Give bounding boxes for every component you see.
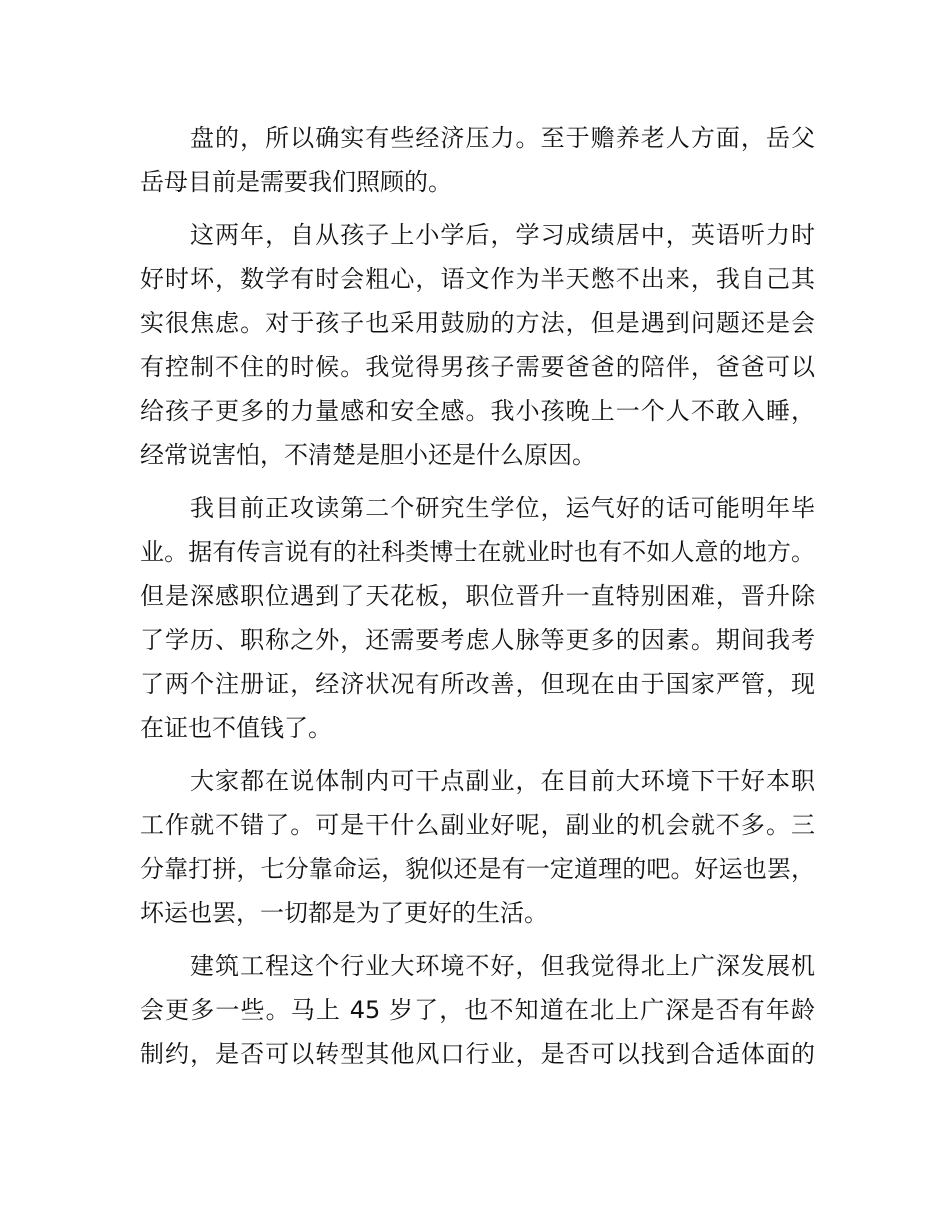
text-line: 了两个注册证，经济状况有所改善，但现在由于国家严管，现 [140, 670, 815, 698]
text-line: 这两年，自从孩子上小学后，学习成绩居中，英语听力时 [190, 221, 815, 249]
text-line: 我目前正攻读第二个研究生学位，运气好的话可能明年毕 [190, 494, 815, 522]
text-line: 盘的，所以确实有些经济压力。至于赡养老人方面，岳父 [190, 124, 815, 152]
text-line: 但是深感职位遇到了天花板，职位晋升一直特别困难，晋升除 [140, 582, 815, 610]
text-line: 分靠打拼，七分靠命运，貌似还是有一定道理的吧。好运也罢， [140, 855, 815, 883]
text-line: 会更多一些。马上 45 岁了，也不知道在北上广深是否有年龄 [140, 996, 815, 1024]
text-line: 给孩子更多的力量感和安全感。我小孩晚上一个人不敢入睡， [140, 397, 815, 425]
text-line: 工作就不错了。可是干什么副业好呢，副业的机会就不多。三 [140, 811, 815, 839]
text-line: 建筑工程这个行业大环境不好，但我觉得北上广深发展机 [190, 952, 815, 980]
text-line: 大家都在说体制内可干点副业，在目前大环境下干好本职 [190, 767, 815, 795]
text-line: 坏运也罢，一切都是为了更好的生活。 [140, 899, 548, 927]
text-line: 经常说害怕，不清楚是胆小还是什么原因。 [140, 441, 596, 469]
text-line: 在证也不值钱了。 [140, 714, 332, 742]
text-line: 有控制不住的时候。我觉得男孩子需要爸爸的陪伴，爸爸可以 [140, 353, 815, 381]
text-line: 制约，是否可以转型其他风口行业，是否可以找到合适体面的 [140, 1040, 815, 1068]
text-line: 岳母目前是需要我们照顾的。 [140, 168, 452, 196]
text-line: 实很焦虑。对于孩子也采用鼓励的方法，但是遇到问题还是会 [140, 309, 815, 337]
text-line: 好时坏，数学有时会粗心，语文作为半天憋不出来，我自己其 [140, 265, 815, 293]
text-line: 业。据有传言说有的社科类博士在就业时也有不如人意的地方。 [140, 538, 815, 566]
text-line: 了学历、职称之外，还需要考虑人脉等更多的因素。期间我考 [140, 626, 815, 654]
